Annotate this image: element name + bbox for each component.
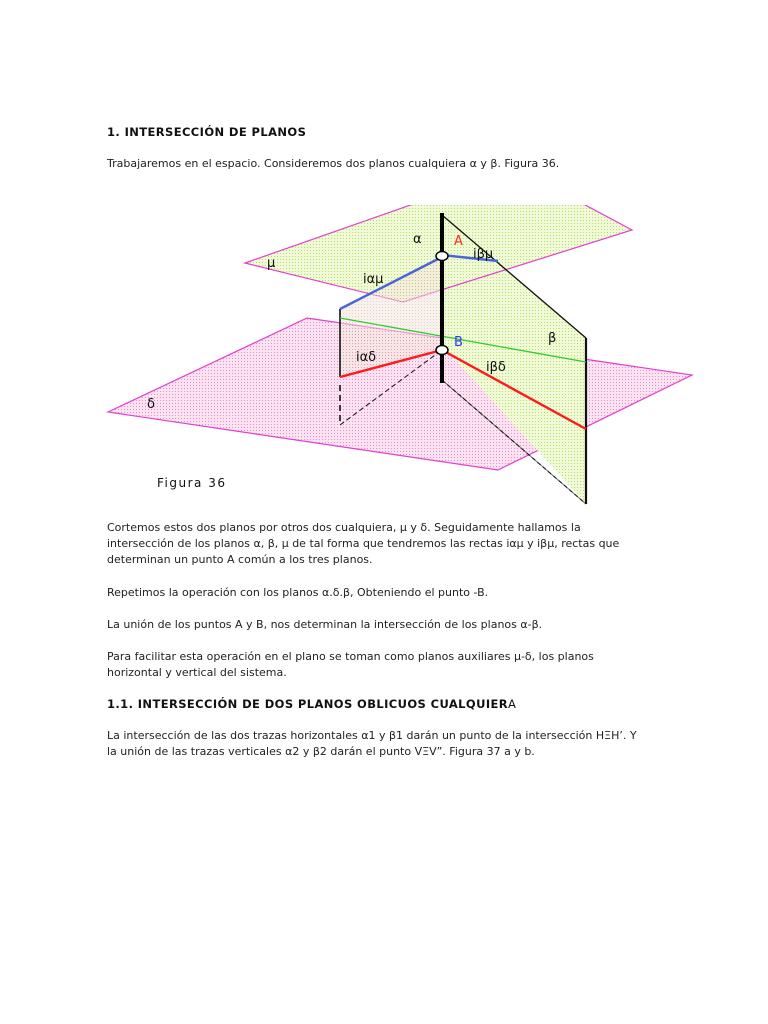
paragraph-line: Para facilitar esta operación en el plano se toman como planos auxiliares μ-δ, los planos [107,650,594,663]
label-alpha: α [413,232,422,247]
paragraph-intro: Trabajaremos en el espacio. Consideremos dos planos cualquiera α y β. Figura 36. [107,157,560,170]
figure-36-diagram [100,205,700,505]
paragraph-cortemos [107,520,667,568]
paragraph-line: La intersección de las dos trazas horizontales α1 y β1 darán un punto de la intersección HΞH’. Y [107,729,637,742]
paragraph-facilitar [107,649,667,681]
label-i-alpha-delta: iαδ [356,350,377,365]
paragraph-repetimos: Repetimos la operación con los planos α.δ.β, Obteniendo el punto -B. [107,586,489,599]
point-a-marker [436,252,448,261]
figure-caption: Figura 36 [157,476,227,490]
paragraph-union: La unión de los puntos A y B, nos determinan la intersección de los planos α-β. [107,618,543,631]
figure-36 [100,205,700,505]
label-mu: μ [267,256,276,271]
label-i-beta-delta: iβδ [486,360,506,375]
paragraph-line: horizontal y vertical del sistema. [107,666,287,679]
paragraph-trazas [107,728,667,760]
paragraph-line: determinan un punto A común a los tres planos. [107,553,373,566]
paragraph-line: Cortemos estos dos planos por otros dos cualquiera, μ y δ. Seguidamente hallamos la [107,521,581,534]
label-beta: β [548,331,557,346]
label-i-alpha-mu: iαμ [363,272,384,287]
label-point-b: B [454,335,463,350]
label-point-a: A [454,234,463,249]
point-b-marker [436,346,448,355]
paragraph-line: la unión de las trazas verticales α2 y β2 darán el punto VΞV”. Figura 37 a y b. [107,745,535,758]
heading-text: 1.1. INTERSECCIÓN DE DOS PLANOS OBLICUOS CUALQUIER [107,697,509,711]
section-heading-1: 1. INTERSECCIÓN DE PLANOS [107,125,307,139]
label-i-beta-mu: iβμ [473,247,494,262]
label-delta: δ [147,397,155,412]
section-heading-1-1 [107,697,516,711]
heading-tail: A [508,697,517,711]
paragraph-line: intersección de los planos α, β, μ de tal forma que tendremos las rectas iαμ y iβμ, rectas que [107,537,620,550]
